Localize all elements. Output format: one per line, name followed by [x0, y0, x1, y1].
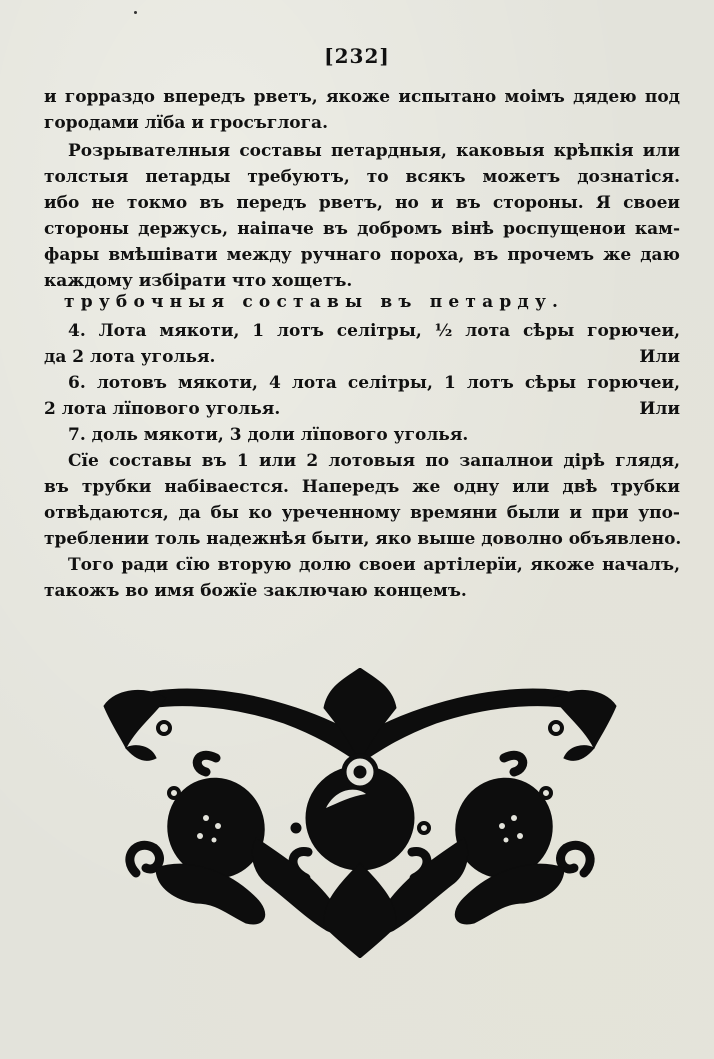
page-number: [232] — [324, 44, 390, 68]
paper-speck — [134, 11, 137, 14]
recipe-line: 6. лотовъ мякоти, 4 лота селітры, 1 лотъ сѣры горючеи, — [68, 373, 680, 393]
recipe-row — [44, 396, 680, 422]
paragraph-3 — [44, 448, 680, 552]
text-line: фары вмѣшівати между ручнаго пороха, въ прочемъ же даю — [44, 245, 680, 265]
floral-tailpiece-ornament-icon — [96, 668, 624, 958]
alternative-marker: Или — [639, 399, 680, 419]
paragraph-2 — [44, 138, 680, 294]
recipe-line: 4. Лота мякоти, 1 лотъ селітры, ½ лота сѣры горючеи, — [68, 321, 680, 341]
text-line: и горраздо впередъ рветъ, якоже испытано моімъ дядею под — [44, 87, 680, 107]
paragraph-4 — [44, 552, 680, 604]
text-line: отвѣдаются, да бы ко уреченному времяни были и при упо- — [44, 503, 680, 523]
text-line: толстыя петарды требуютъ, то всякъ можетъ дознатіся. — [44, 167, 680, 187]
recipe-line: 2 лота лїпового уголья. — [44, 399, 281, 419]
text-line: городами лїба и гросъглога. — [44, 113, 328, 133]
section-heading: трубочныя составы въ петарду. — [64, 292, 565, 312]
recipe-row — [44, 344, 680, 370]
recipe-line: 7. доль мякоти, 3 доли лїпового уголья. — [68, 425, 469, 445]
recipe-line: да 2 лота уголья. — [44, 347, 216, 367]
text-line: въ трубки набіваестся. Напередъ же одну или двѣ трубки — [44, 477, 680, 497]
text-line: каждому избірати что хощетъ. — [44, 271, 353, 291]
paragraph-1 — [44, 84, 680, 136]
text-line: такожъ во имя божїе заключаю концемъ. — [44, 581, 467, 601]
text-line: Сїе составы въ 1 или 2 лотовыя по запалнои дірѣ глядя, — [68, 451, 680, 471]
text-line: ибо не токмо въ передъ рветъ, но и въ стороны. Я своеи — [44, 193, 680, 213]
text-line: треблении толь надежнѣя быти, яко выше доволно объявлено. — [44, 529, 682, 549]
text-line: Розрывателныя составы петардныя, каковыя крѣпкія или — [68, 141, 680, 161]
recipe-list — [44, 318, 680, 448]
alternative-marker: Или — [639, 347, 680, 367]
text-line: Того ради сїю вторую долю своеи артілерїи, якоже началъ, — [68, 555, 680, 575]
text-line: стороны держусь, наіпаче въ добромъ вінѣ роспущенои кам- — [44, 219, 680, 239]
